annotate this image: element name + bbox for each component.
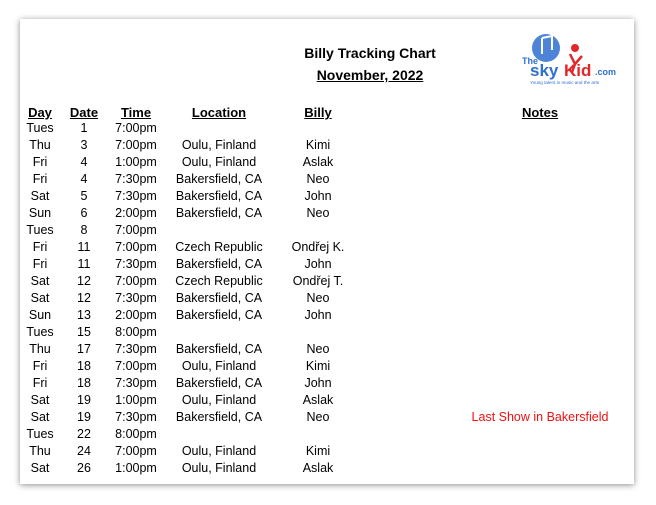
cell-day: Sun <box>28 206 52 220</box>
cell-location: Bakersfield, CA <box>175 206 263 220</box>
column-header-day: Day <box>28 105 52 120</box>
cell-date: 24 <box>77 444 91 458</box>
cell-location: Oulu, Finland <box>181 393 257 407</box>
cell-date: 3 <box>80 138 88 152</box>
cell-time: 7:00pm <box>115 121 157 135</box>
table-row <box>0 138 656 155</box>
column-header-location: Location <box>191 105 247 120</box>
cell-time: 1:00pm <box>115 461 157 475</box>
cell-date: 19 <box>77 410 91 424</box>
cell-time: 7:00pm <box>115 240 157 254</box>
table-row <box>0 121 656 138</box>
cell-time: 7:30pm <box>115 342 157 356</box>
logo-domain-text: .com <box>595 67 617 77</box>
cell-date: 11 <box>77 240 91 254</box>
cell-day: Fri <box>32 257 48 271</box>
cell-location: Bakersfield, CA <box>175 308 263 322</box>
cell-time: 7:00pm <box>115 444 157 458</box>
cell-location: Oulu, Finland <box>181 138 257 152</box>
cell-location: Bakersfield, CA <box>175 376 263 390</box>
cell-day: Tues <box>26 427 54 441</box>
cell-day: Tues <box>26 223 54 237</box>
cell-day: Sat <box>30 393 50 407</box>
cell-date: 5 <box>80 189 88 203</box>
cell-billy: Kimi <box>305 444 331 458</box>
cell-date: 11 <box>77 257 91 271</box>
cell-time: 2:00pm <box>115 206 157 220</box>
cell-billy: Neo <box>306 291 330 305</box>
logo-sky-text: sky <box>530 61 559 80</box>
cell-billy: Neo <box>306 410 330 424</box>
cell-billy: Neo <box>306 172 330 186</box>
cell-date: 13 <box>77 308 91 322</box>
cell-location: Oulu, Finland <box>181 444 257 458</box>
cell-day: Tues <box>26 325 54 339</box>
cell-date: 19 <box>77 393 91 407</box>
table-row <box>0 308 656 325</box>
cell-day: Thu <box>29 444 51 458</box>
cell-day: Fri <box>32 376 48 390</box>
table-row <box>0 359 656 376</box>
cell-day: Sun <box>28 308 52 322</box>
cell-time: 7:30pm <box>115 410 157 424</box>
cell-date: 18 <box>77 359 91 373</box>
page-subtitle: November, 2022 <box>316 67 424 83</box>
cell-day: Thu <box>29 138 51 152</box>
cell-day: Fri <box>32 359 48 373</box>
table-row <box>0 172 656 189</box>
cell-time: 7:30pm <box>115 189 157 203</box>
cell-location: Bakersfield, CA <box>175 257 263 271</box>
column-header-billy: Billy <box>304 105 332 120</box>
cell-time: 7:30pm <box>115 172 157 186</box>
table-row <box>0 189 656 206</box>
cell-day: Sat <box>30 410 50 424</box>
table-row <box>0 444 656 461</box>
cell-billy: Aslak <box>302 461 334 475</box>
cell-billy: Kimi <box>305 359 331 373</box>
cell-time: 1:00pm <box>115 393 157 407</box>
cell-time: 8:00pm <box>115 325 157 339</box>
column-header-date: Date <box>69 105 99 120</box>
logo-the-text: The <box>522 56 539 66</box>
cell-billy: Aslak <box>302 393 334 407</box>
page-title: Billy Tracking Chart <box>304 45 436 61</box>
table-row <box>0 274 656 291</box>
logo-tagline-text: Young talent in music and the arts <box>530 80 600 85</box>
cell-date: 15 <box>77 325 91 339</box>
cell-notes: Last Show in Bakersfield <box>471 410 609 424</box>
table-row <box>0 342 656 359</box>
cell-location: Oulu, Finland <box>181 359 257 373</box>
cell-time: 1:00pm <box>115 155 157 169</box>
cell-date: 12 <box>77 274 91 288</box>
cell-location: Bakersfield, CA <box>175 342 263 356</box>
cell-location: Oulu, Finland <box>181 155 257 169</box>
cell-day: Tues <box>26 121 54 135</box>
cell-date: 12 <box>77 291 91 305</box>
cell-time: 7:00pm <box>115 359 157 373</box>
cell-time: 2:00pm <box>115 308 157 322</box>
cell-time: 7:30pm <box>115 257 157 271</box>
cell-time: 7:30pm <box>115 291 157 305</box>
table-row <box>0 410 656 427</box>
cell-billy: Ondřej T. <box>292 274 344 288</box>
table-row <box>0 206 656 223</box>
cell-day: Sat <box>30 189 50 203</box>
cell-time: 7:30pm <box>115 376 157 390</box>
cell-date: 8 <box>80 223 88 237</box>
cell-location: Czech Republic <box>175 240 263 254</box>
cell-billy: Kimi <box>305 138 331 152</box>
cell-location: Bakersfield, CA <box>175 291 263 305</box>
cell-billy: Aslak <box>302 155 334 169</box>
cell-billy: John <box>304 189 332 203</box>
cell-date: 1 <box>80 121 88 135</box>
table-row <box>0 240 656 257</box>
cell-location: Bakersfield, CA <box>175 410 263 424</box>
table-row <box>0 461 656 478</box>
cell-date: 18 <box>77 376 91 390</box>
skykid-logo <box>500 28 630 104</box>
cell-location: Oulu, Finland <box>181 461 257 475</box>
logo-kid-text: Kid <box>564 61 592 80</box>
table-row <box>0 393 656 410</box>
cell-location: Czech Republic <box>175 274 263 288</box>
table-row <box>0 427 656 444</box>
table-row <box>0 325 656 342</box>
cell-date: 6 <box>80 206 88 220</box>
cell-date: 26 <box>77 461 91 475</box>
column-header-time: Time <box>120 105 152 120</box>
cell-day: Fri <box>32 172 48 186</box>
cell-time: 7:00pm <box>115 138 157 152</box>
cell-billy: John <box>304 308 332 322</box>
cell-day: Fri <box>32 240 48 254</box>
cell-day: Fri <box>32 155 48 169</box>
cell-day: Sat <box>30 291 50 305</box>
cell-location: Bakersfield, CA <box>175 189 263 203</box>
cell-date: 17 <box>77 342 91 356</box>
cell-date: 22 <box>77 427 91 441</box>
cell-time: 7:00pm <box>115 274 157 288</box>
cell-time: 7:00pm <box>115 223 157 237</box>
cell-date: 4 <box>80 155 88 169</box>
table-row <box>0 291 656 308</box>
table-row <box>0 376 656 393</box>
cell-date: 4 <box>80 172 88 186</box>
table-row <box>0 257 656 274</box>
logo-figure-head-icon <box>571 44 579 52</box>
cell-billy: Neo <box>306 342 330 356</box>
column-header-notes: Notes <box>521 105 559 120</box>
cell-billy: John <box>304 376 332 390</box>
cell-day: Thu <box>29 342 51 356</box>
table-row <box>0 155 656 172</box>
table-row <box>0 223 656 240</box>
cell-location: Bakersfield, CA <box>175 172 263 186</box>
cell-day: Sat <box>30 461 50 475</box>
cell-time: 8:00pm <box>115 427 157 441</box>
cell-billy: Neo <box>306 206 330 220</box>
cell-billy: John <box>304 257 332 271</box>
cell-billy: Ondřej K. <box>291 240 345 254</box>
cell-day: Sat <box>30 274 50 288</box>
